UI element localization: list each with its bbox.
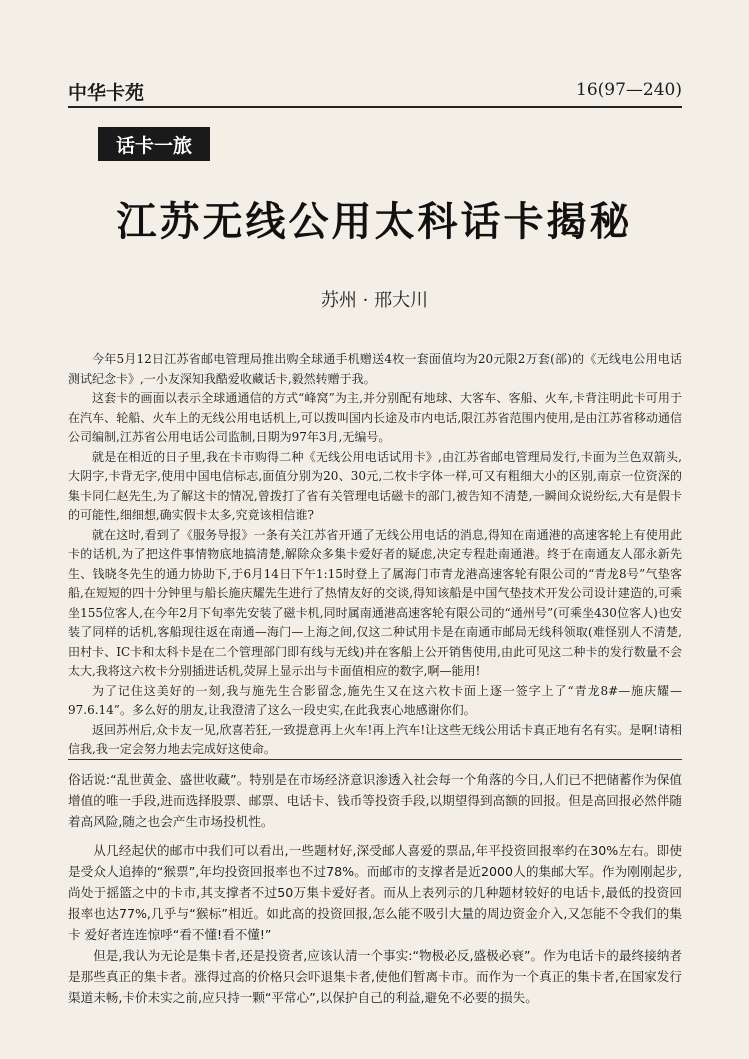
article-paragraph: 返回苏州后,众卡友一见,欣喜若狂,一致提意再上火车!再上汽车!让这些无线公用话卡真正地有名有实。是啊!请相信我,我一定会努力地去完成好这使命。 [68, 722, 682, 756]
column-tag: 话卡一旅 [98, 127, 210, 161]
article-paragraph: 今年5月12日江苏省邮电管理局推出购全球通手机赠送4枚一套面值均为20元限2万套(部)的《无线电公用电话测试纪念卡》,一小友深知我酷爱收藏话卡,毅然转赠于我。 [68, 352, 682, 386]
commentary-paragraph: 俗话说:“乱世黄金、盛世收藏”。特别是在市场经济意识渗透入社会每一个角落的今日,人们已不把储蓄作为保值增值的唯一手段,进而选择股票、邮票、电话卡、钱币等投资手段,以期望得到高额的回报。但是高回报必然伴随着高风险,随之也会产生市场投机性。 [68, 772, 682, 829]
article-body [68, 350, 682, 760]
commentary-body [68, 769, 682, 1008]
article-paragraph: 为了记住这美好的一刻,我与施先生合影留念,施先生又在这六枚卡面上逐一签字上了“青龙8#—施庆耀—97.6.14”。多么好的朋友,让我澄清了这么一段史实,在此我衷心地感谢你们。 [68, 683, 682, 717]
section-divider [68, 759, 682, 760]
article-byline: 苏州 · 邢大川 [320, 290, 429, 311]
page-header [68, 78, 682, 104]
issue-number: 16(97—240) [576, 80, 682, 100]
article-title: 江苏无线公用太科话卡揭秘 [116, 199, 633, 245]
article-paragraph: 就在这时,看到了《服务导报》一条有关江苏省开通了无线公用电话的消息,得知在南通港的高速客轮上有使用此卡的话机,为了把这件事情物底地搞清楚,解除众多集卡爱好者的疑虑,决定专程赴南通港。终于在南通友人邵永新先生、钱晓冬先生的通力协助下,于6月14日下午1:15时登上了属海门市青龙港高速客轮有限公司的“青龙8号”气垫客船,在短短的四十分钟里与船长施庆耀先生进行了热情友好的交谈,得知该船是中国气垫技术开发公司设计建造的,可乘坐155位客人,在今年2月下旬率先安装了磁卡机,同时属南通港高速客轮有限公司的“通州号”(可乘坐430位客人)也安装了同样的话机,客船现往返在南通—海门—上海之间,仅这二种试用卡是在南通市邮局无线科领取(难怪别人不清楚,田村卡、IC卡和太科卡是在二个管理部门即有线与无线)并在客船上公开销售使用,由此可见这二种卡的发行数量不会太大,我将这六枚卡分别插进话机,荧屏上显示出与卡面值相应的数字,啊—能用! [68, 527, 682, 678]
magazine-name: 中华卡苑 [68, 82, 145, 104]
commentary-paragraph: 但是,我认为无论是集卡者,还是投资者,应该认清一个事实:“物极必反,盛极必衰”。作为电话卡的最终接纳者是那些真正的集卡者。涨得过高的价格只会吓退集卡者,使他们暂离卡市。而作为一个真正的集卡者,在国家发行渠道未畅,卡价未实之前,应只持一颗“平常心”,以保护自己的利益,避免不必要的损失。 [68, 948, 682, 1005]
article-paragraph: 这套卡的画面以表示全球通通信的方式“峰窝”为主,并分别配有地球、大客车、客船、火车,卡背注明此卡可用于在汽车、轮船、火车上的无线公用电话机上,可以拨叫国内长途及市内电话,限江苏省范围内使用,是由江苏省移动通信公司编制,江苏省公用电话公司监制,日期为97年3月,无编号。 [68, 391, 682, 444]
article-paragraph: 就是在相近的日子里,我在卡市购得二种《无线公用电话试用卡》,由江苏省邮电管理局发行,卡面为兰色双箭头,大阴字,卡背无字,使用中国电信标志,面值分别为20、30元,二枚卡字体一样,可又有粗细大小的区别,南京一位资深的集卡同仁赵先生,为了解这卡的情况,曾拨打了省有关管理电话磁卡的部门,被告知不清楚,一瞬间众说纷纭,大有是假卡的可能性,细细想,确实假卡太多,究竟该相信谁? [68, 449, 682, 522]
header-rule [68, 106, 682, 108]
commentary-paragraph: 从几经起伏的邮市中我们可以看出,一些题材好,深受邮人喜爱的票品,年平投资回报率约在30%左右。即使是受众人追捧的“猴票”,年均投资回报率也不过78%。而邮市的支撑者是近2000人的集邮大军。作为刚刚起步,尚处于摇篮之中的卡市,其支撑者不过50万集卡爱好者。而从上表列示的几种题材较好的电话卡,最低的投资回报率也达77%,几乎与“猴标”相近。如此高的投资回报,怎么能不吸引大量的周边资金介入,又怎能不令我们的集卡 爱好者连连惊呼“看不懂!看不懂!” [68, 843, 682, 942]
